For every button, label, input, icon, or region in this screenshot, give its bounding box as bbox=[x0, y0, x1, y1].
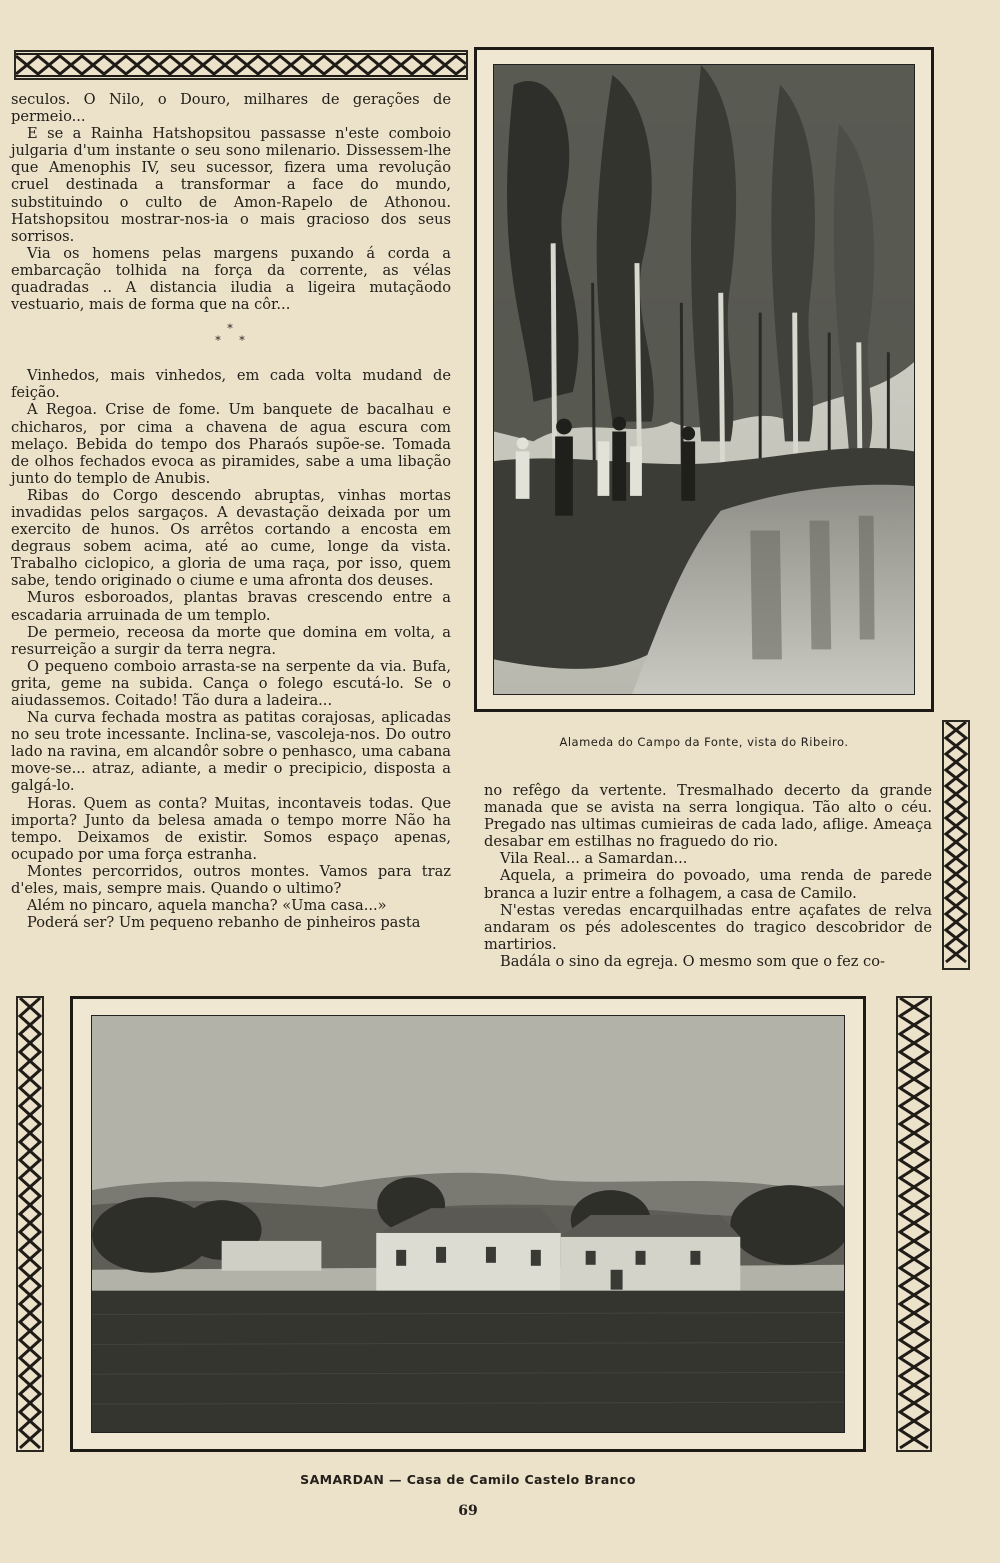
photo-alameda-caption: Alameda do Campo da Fonte, vista do Ribeiro. bbox=[559, 735, 849, 749]
paragraph: O pequeno comboio arrasta-se na serpente da via. Bufa, grita, geme na subida. Cança o folego escutá-lo. Se o aiudassemos. Coitado! Tão dura a ladeira... bbox=[11, 657, 451, 709]
ornamental-zigzag-banner bbox=[14, 50, 468, 80]
section-separator bbox=[11, 323, 451, 347]
paragraph: Aquela, a primeira do povoado, uma renda de parede branca a luzir entre a folhagem, a casa de Camilo. bbox=[484, 867, 932, 902]
paragraph: Horas. Quem as conta? Muitas, incontaveis todas. Que importa? Junto da belesa amada o tempo morre Não ha tempo. Deixamos de existir. Somos espaço apenas, ocupado por uma força estranha. bbox=[11, 794, 451, 863]
paragraph: Ribas do Corgo descendo abruptas, vinhas mortas invadidas pelos sargaços. A devastação deixada por um exercito de hunos. Os arrêtos cortando a encosta em degraus sobem acima, até ao cume, longe da vista. Trabalho ciclopico, a gloria de uma raça, por isso, quem sabe, tendo originado o ciume e uma afronta dos deuses. bbox=[11, 486, 451, 590]
ornamental-chevron-strip bbox=[942, 720, 970, 970]
photo-samardan-frame bbox=[70, 996, 866, 1452]
paragraph: N'estas veredas encarquilhadas entre açafates de relva andaram os pés adolescentes do tragico descobridor de martirios. bbox=[484, 901, 932, 953]
paragraph: E se a Rainha Hatshopsitou passasse n'este comboio julgaria d'um instante o seu sono milenario. Dissessem-lhe que Amenophis IV, seu sucessor, fizera uma revolução cruel destinada a transformar a face do mundo, substituindo o culto de Amon-Rapelo de Athonou. Hatshopsitou mostrar-nos-ia o mais gracioso dos seus sorrisos. bbox=[11, 125, 451, 245]
paragraph: A Regoa. Crise de fome. Um banquete de bacalhau e chicharos, por cima a chavena de agua escura com melaço. Bebida do tempo dos Pharaós supõe-se. Tomada de olhos fechados evoca as piramides, sabe a uma libação junto do templo de Anubis. bbox=[11, 401, 451, 487]
right-text-column bbox=[484, 782, 932, 970]
paragraph: Montes percorridos, outros montes. Vamos para traz d'eles, mais, sempre mais. Quando o ultimo? bbox=[11, 862, 451, 898]
page-number: 69 bbox=[458, 1503, 478, 1519]
left-text-column bbox=[11, 91, 451, 931]
photo-samardan bbox=[91, 1015, 845, 1433]
ornamental-chevron-strip-left bbox=[16, 996, 44, 1452]
paragraph: Vila Real... a Samardan... bbox=[500, 850, 688, 868]
paragraph: Badála o sino da egreja. O mesmo som que o fez co- bbox=[500, 952, 885, 970]
paragraph: Via os homens pelas margens puxando á corda a embarcação tolhida na força da corrente, as vélas quadradas .. A distancia iludia a ligeira mutaçãodo vestuario, mais de forma que na côr... bbox=[11, 244, 451, 314]
paragraph: Além no pincaro, aquela mancha? «Uma casa...» bbox=[27, 897, 387, 915]
paragraph: seculos. O Nilo, o Douro, milhares de gerações de permeio... bbox=[11, 91, 451, 126]
photo-samardan-caption: SAMARDAN — Casa de Camilo Castelo Branco bbox=[300, 1472, 636, 1487]
photo-alameda bbox=[493, 64, 915, 695]
paragraph: Vinhedos, mais vinhedos, em cada volta mudand de feição. bbox=[11, 367, 451, 402]
separator-stars-bottom: * * bbox=[215, 334, 247, 348]
paragraph: Muros esboroados, plantas bravas crescendo entre a escadaria arruinada de um templo. bbox=[11, 589, 451, 624]
paragraph: Poderá ser? Um pequeno rebanho de pinheiros pasta bbox=[27, 914, 421, 932]
photo-alameda-frame bbox=[474, 47, 934, 712]
separator-star-top: * bbox=[227, 322, 235, 336]
paragraph: De permeio, receosa da morte que domina em volta, a resurreição a surgir da terra negra. bbox=[11, 623, 451, 658]
paragraph: no refêgo da vertente. Tresmalhado decerto da grande manada que se avista na serra longiqua. Tão alto o céu. Pregado nas ultimas cumieiras de cada lado, aflige. Ameaça desabar em estilhas no fraguedo do rio. bbox=[484, 782, 932, 851]
ornamental-chevron-strip-right bbox=[896, 996, 932, 1452]
paragraph: Na curva fechada mostra as patitas corajosas, aplicadas no seu trote incessante. Inclina-se, vascoleja-nos. Do outro lado na ravina, em alcandôr sobre o penhasco, uma cabana move-se... atraz, adiante, a medir o precipicio, disposta a galgá-lo. bbox=[11, 709, 451, 795]
